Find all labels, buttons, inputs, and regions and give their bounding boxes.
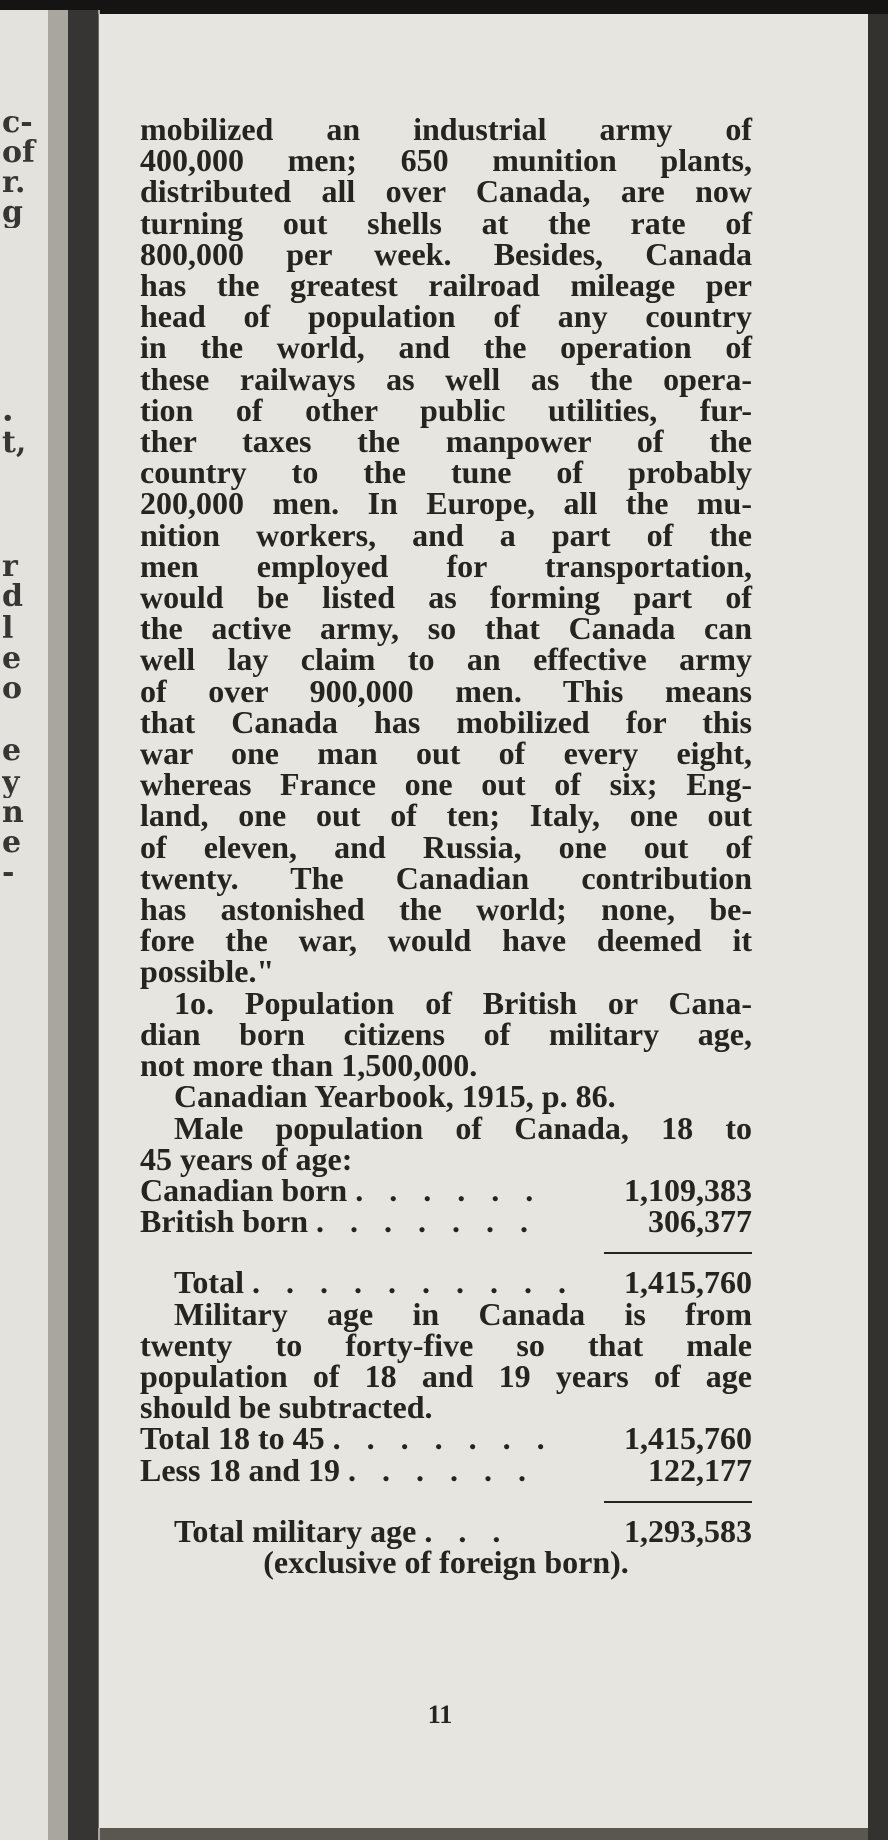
text-line: twenty to forty-five so that male bbox=[140, 1326, 752, 1363]
row-value: 1,109,383 bbox=[624, 1171, 752, 1208]
text-line: has astonished the world; none, be- bbox=[140, 891, 752, 928]
left-fragment: e bbox=[2, 828, 22, 858]
body-paragraph bbox=[140, 111, 752, 990]
text-line: well lay claim to an effective army bbox=[140, 641, 752, 678]
row-label: Less 18 and 19 . . . . . . bbox=[140, 1451, 536, 1488]
total-row bbox=[140, 1264, 752, 1301]
source-citation: Canadian Yearbook, 1915, p. 86. bbox=[174, 1078, 616, 1115]
row-label: Total 18 to 45 . . . . . . . bbox=[140, 1420, 554, 1457]
text-line: would be listed as forming part of bbox=[140, 579, 752, 616]
text-line: 400,000 men; 650 munition plants, bbox=[140, 142, 752, 179]
page-number: 11 bbox=[427, 1700, 453, 1729]
leader-dots: . . . bbox=[424, 1512, 510, 1549]
text-line: of over 900,000 men. This means bbox=[140, 672, 752, 709]
row-label: Total military age . . . bbox=[174, 1512, 510, 1549]
left-fragment: t, bbox=[2, 428, 27, 458]
row-label: Total . . . . . . . . . . bbox=[174, 1264, 575, 1301]
row-value: 122,177 bbox=[648, 1451, 752, 1488]
table-row bbox=[140, 1451, 752, 1488]
text-line: men employed for transportation, bbox=[140, 547, 752, 584]
total-row bbox=[140, 1512, 752, 1549]
text-line: 45 years of age: bbox=[140, 1140, 353, 1177]
left-fragment: g bbox=[2, 198, 23, 228]
left-fragment: r. bbox=[2, 168, 26, 198]
row-value: 1,415,760 bbox=[624, 1420, 752, 1457]
leader-dots: . . . . . . . bbox=[316, 1203, 538, 1240]
top-edge bbox=[0, 0, 888, 14]
left-fragment: of bbox=[2, 138, 35, 168]
point-paragraph bbox=[140, 984, 752, 1084]
text-line: Military age in Canada is from bbox=[174, 1295, 752, 1332]
leader-dots: . . . . . . bbox=[348, 1451, 536, 1488]
text-line: of eleven, and Russia, one out of bbox=[140, 828, 752, 865]
text-line: war one man out of every eight, bbox=[140, 735, 752, 772]
row-value: 1,415,760 bbox=[624, 1264, 752, 1301]
sum-rule bbox=[140, 1247, 752, 1261]
closing-note: (exclusive of foreign born). bbox=[263, 1543, 629, 1580]
text-line: turning out shells at the rate of bbox=[140, 204, 752, 241]
row-label: British born . . . . . . . bbox=[140, 1203, 538, 1240]
text-line: whereas France one out of six; Eng- bbox=[140, 766, 752, 803]
leader-dots: . . . . . . . bbox=[332, 1420, 554, 1457]
text-line: tion of other public utilities, fur- bbox=[140, 391, 752, 428]
text-line: mobilized an industrial army of bbox=[140, 111, 752, 147]
military-age-table bbox=[140, 1420, 752, 1549]
text-line: that Canada has mobilized for this bbox=[140, 703, 752, 740]
left-fragment: y bbox=[2, 768, 20, 798]
left-fragment: d bbox=[2, 582, 23, 612]
text-line: 800,000 per week. Besides, Canada bbox=[140, 235, 752, 272]
right-shadow bbox=[868, 14, 888, 1840]
left-fragment: • bbox=[2, 408, 14, 429]
text-line: ther taxes the manpower of the bbox=[140, 423, 752, 460]
text-line: land, one out of ten; Italy, one out bbox=[140, 797, 752, 834]
male-population-paragraph bbox=[140, 1109, 752, 1177]
text-line: fore the war, would have deemed it bbox=[140, 922, 752, 959]
text-line: the active army, so that Canada can bbox=[140, 610, 752, 647]
text-line: these railways as well as the opera- bbox=[140, 360, 752, 397]
text-line: should be subtracted. bbox=[140, 1389, 433, 1426]
left-fragment: e bbox=[2, 644, 22, 674]
book-spine bbox=[68, 10, 98, 1840]
left-fragment: l bbox=[2, 614, 14, 644]
left-fragment: r bbox=[2, 552, 18, 582]
leader-dots: . . . . . . bbox=[355, 1171, 543, 1208]
page-text bbox=[140, 111, 752, 1580]
text-line: has the greatest railroad mileage per bbox=[140, 267, 752, 304]
text-line: possible." bbox=[140, 953, 275, 990]
row-value: 1,293,583 bbox=[624, 1512, 752, 1549]
table-row bbox=[140, 1203, 752, 1240]
left-fragment: e bbox=[2, 736, 22, 766]
text-line: not more than 1,500,000. bbox=[140, 1047, 478, 1084]
text-line: dian born citizens of military age, bbox=[140, 1015, 752, 1052]
text-line: 1o. Population of British or Cana- bbox=[174, 984, 752, 1021]
text-line: nition workers, and a part of the bbox=[140, 516, 752, 553]
text-line: Male population of Canada, 18 to bbox=[174, 1109, 752, 1146]
text-line: head of population of any country bbox=[140, 298, 752, 335]
text-line: distributed all over Canada, are now bbox=[140, 173, 752, 210]
row-value: 306,377 bbox=[648, 1203, 752, 1240]
military-age-paragraph bbox=[140, 1295, 752, 1426]
sum-rule bbox=[140, 1496, 752, 1510]
left-fragment: o bbox=[2, 674, 23, 704]
left-fragment: c- bbox=[2, 108, 33, 138]
table-row bbox=[140, 1171, 752, 1208]
row-label: Canadian born . . . . . . bbox=[140, 1171, 543, 1208]
leader-dots: . . . . . . . . . . bbox=[251, 1264, 575, 1301]
text-line: country to the tune of probably bbox=[140, 454, 752, 491]
left-page-edge bbox=[0, 10, 49, 1840]
text-line: 200,000 men. In Europe, all the mu- bbox=[140, 485, 752, 522]
text-line: population of 18 and 19 years of age bbox=[140, 1357, 752, 1394]
table-row bbox=[140, 1420, 752, 1457]
left-fragment: n bbox=[2, 798, 24, 828]
text-line: in the world, and the operation of bbox=[140, 329, 752, 366]
population-table bbox=[140, 1171, 752, 1301]
left-fragment: - bbox=[2, 858, 15, 888]
text-line: twenty. The Canadian contribution bbox=[140, 859, 752, 896]
